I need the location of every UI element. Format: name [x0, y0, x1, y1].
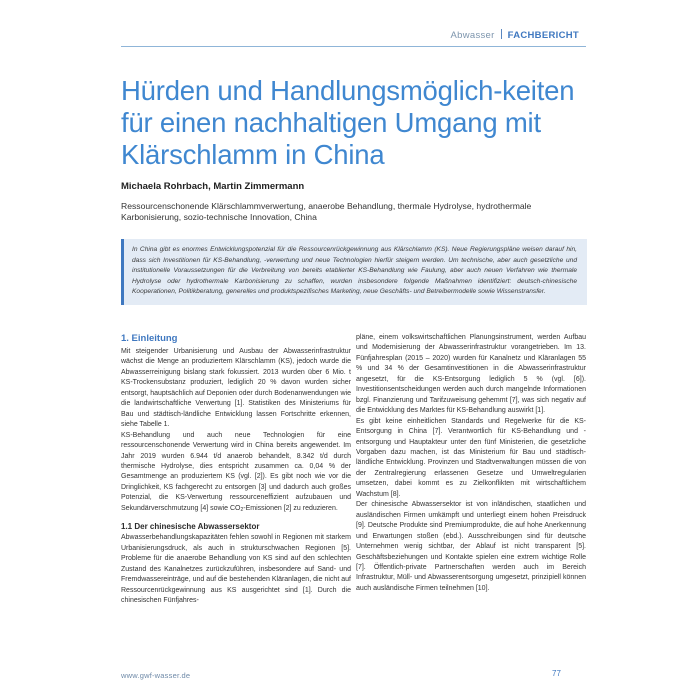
page-number: 77: [552, 669, 561, 678]
subsection-heading-wastewater-sector: 1.1 Der chinesische Abwassersektor: [121, 522, 260, 532]
body-column-left: [121, 333, 351, 606]
header-divider: [501, 29, 502, 39]
abstract-box: [121, 239, 587, 305]
paragraph-4: pläne, einem volkswirtschaftlichen Planungsinstrument, werden Aufbau und Modernisierung der Abwasserinfrastruktur vorangetrieben. Im 13. Fünfjahresplan (2015 – 2020) wurden für Kanalnetz und Kläranlagen 55 % und 34 % der Gesamtinvestitionen in die Abwasserinfrastruktur angesetzt, für die KS-Entsorgung lediglich 5 % (vgl. [6]). Investitionsentscheidungen werden auch durch mangelnde Informationen bzgl. Finanzierung und Tarifzuweisung gehemmt [7], was sich negativ auf die Entwicklung des Marktes für KS-Behandlung auswirkt [1].: [356, 334, 586, 415]
header-section[interactable]: Abwasser: [450, 30, 495, 41]
header-category[interactable]: FACHBERICHT: [507, 30, 579, 41]
header-nav: [450, 29, 579, 41]
co2-subscript: 2: [240, 506, 244, 513]
body-column-right: [356, 333, 586, 594]
abstract-text: In China gibt es enormes Entwicklungspotenzial für die Ressourcenrückgewinnung aus Klärschlamm (KS). Neue Regierungspläne weisen darauf hin, dass sich Investitionen für KS-Behandlung, -verwertung und neue Technologien hierfür steigern werden. Um technische, aber auch gesetzliche und institutionelle Voraussetzungen für die Verbreitung von bereits etablierter KS-Behandlung wie Faulung, aber auch neuen Verfahren wie thermale Hydrolyse oder hydrothermale Karbonisierung zu schaffen, wurden insbesondere folgende Maßnahmen identifiziert: deutsch-chinesische Kooperationen, Politikberatung, generelles und produktspezifisches Marketing, neue Geschäfts- und Betreibermodelle sowie Wissenstransfer.: [132, 246, 577, 295]
article-authors: Michaela Rohrbach, Martin Zimmermann: [121, 181, 305, 192]
paragraph-2: [121, 431, 351, 516]
paragraph-1: Mit steigender Urbanisierung und Ausbau der Abwasserinfrastruktur wächst die Menge an produziertem Klärschlamm (KS), jedoch wurde die Abwasserreinigung bislang stark fokussiert. 2013 wurden über 6 Mio. t KS-Trockensubstanz produziert, lediglich 20 % davon wurden sicher entsorgt, hauptsächlich auf Deponien oder durch Bodenanwendungen wie die landwirtschaftliche Verwertung [1]. Statistiken des Ministeriums für Bau und städtisch-ländliche Entwicklung lassen Fortschritte erkennen, siehe Tabelle 1.: [121, 348, 351, 429]
paragraph-3: Abwasserbehandlungskapazitäten fehlen sowohl in Regionen mit starkem Urbanisierungsdruck, als auch in strukturschwachen Regionen [5]. Probleme für die anaerobe Behandlung von KS sind auf den schlechten Zustand des Kanalnetzes zurückzuführen, insbesondere auf Sand- und Fremdwassereinträge, und auf die bestehenden Kläranlagen, die nicht auf Ressourcenrückgewinnung aus KS ausgerichtet sind [1]. Durch die chinesischen Fünfjahres-: [121, 534, 351, 604]
paragraph-2-text: KS-Behandlung und auch neue Technologien für eine ressourcenschonende Verwertung wird in China bereits angewendet. Im Jahr 2019 wurden 6.944 t/d anaerob behandelt, 8.342 t/d durch thermische Hydrolyse, dies entspricht zusammen ca. 0,04 % der Gesamtmenge an produziertem KS (vgl. [2]). Es gibt noch wie vor die Dringlichkeit, KS fachgerecht zu entsorgen [3] und dadurch auch großes Potenzial, die KS-Verwertung ressourceneffizient aufzubauen und Sekundärverschmutzung [4] sowie CO: [121, 431, 351, 512]
article-title: Hürden und Handlungsmöglich-keiten für einen nachhaltigen Umgang mit Klärschlamm in China: [121, 75, 575, 170]
paragraph-6: Der chinesische Abwassersektor ist von inländischen, staatlichen und ausländischen Firmen umkämpft und unterliegt einem hohen Preisdruck [9]. Deutsche Produkte sind Premiumprodukte, die auf hohe Anerkennung und Erwartungen stoßen (ebd.). Ausschreibungen sind für deutsche Unternehmen wenig sichtbar, der Ablauf ist nicht transparent [5]. Geschäftsbeziehungen und Kontakte spielen eine extrem wichtige Rolle [7]. Öffentlich-private Partnerschaften werden auch im Bereich Infrastruktur, Müll- und Abwasserentsorgung umgesetzt, prinzipiell können auch ausländische Firmen teilnehmen [10].: [356, 501, 586, 592]
paragraph-5: Es gibt keine einheitlichen Standards und Regelwerke für die KS-Entsorgung in China [7]. Verantwortlich für KS-Behandlung und -entsorgung und Hauptakteur unter den fünf Ministerien, die gesetzliche Vorgaben dazu machen, ist das Ministerium für Bau und städtisch-ländliche Entwicklung. Provinzen und Stadtverwaltungen müssen die von der Zentralregierung erlassenen Gesetze und Umweltregularien umsetzen, dabei kommt es zu Zielkonflikten mit wirtschaftlichem Wachstum [8].: [356, 417, 586, 498]
article-keywords: Ressourcenschonende Klärschlammverwertung, anaerobe Behandlung, thermale Hydrolyse, hydrothermale Karbonisierung, sozio-technische Innovation, China: [121, 201, 532, 223]
paragraph-2-end: -Emissionen [2] zu reduzieren.: [243, 504, 338, 512]
section-heading-introduction: 1. Einleitung: [121, 333, 178, 344]
footer-website-link[interactable]: www.gwf-wasser.de: [121, 671, 191, 680]
